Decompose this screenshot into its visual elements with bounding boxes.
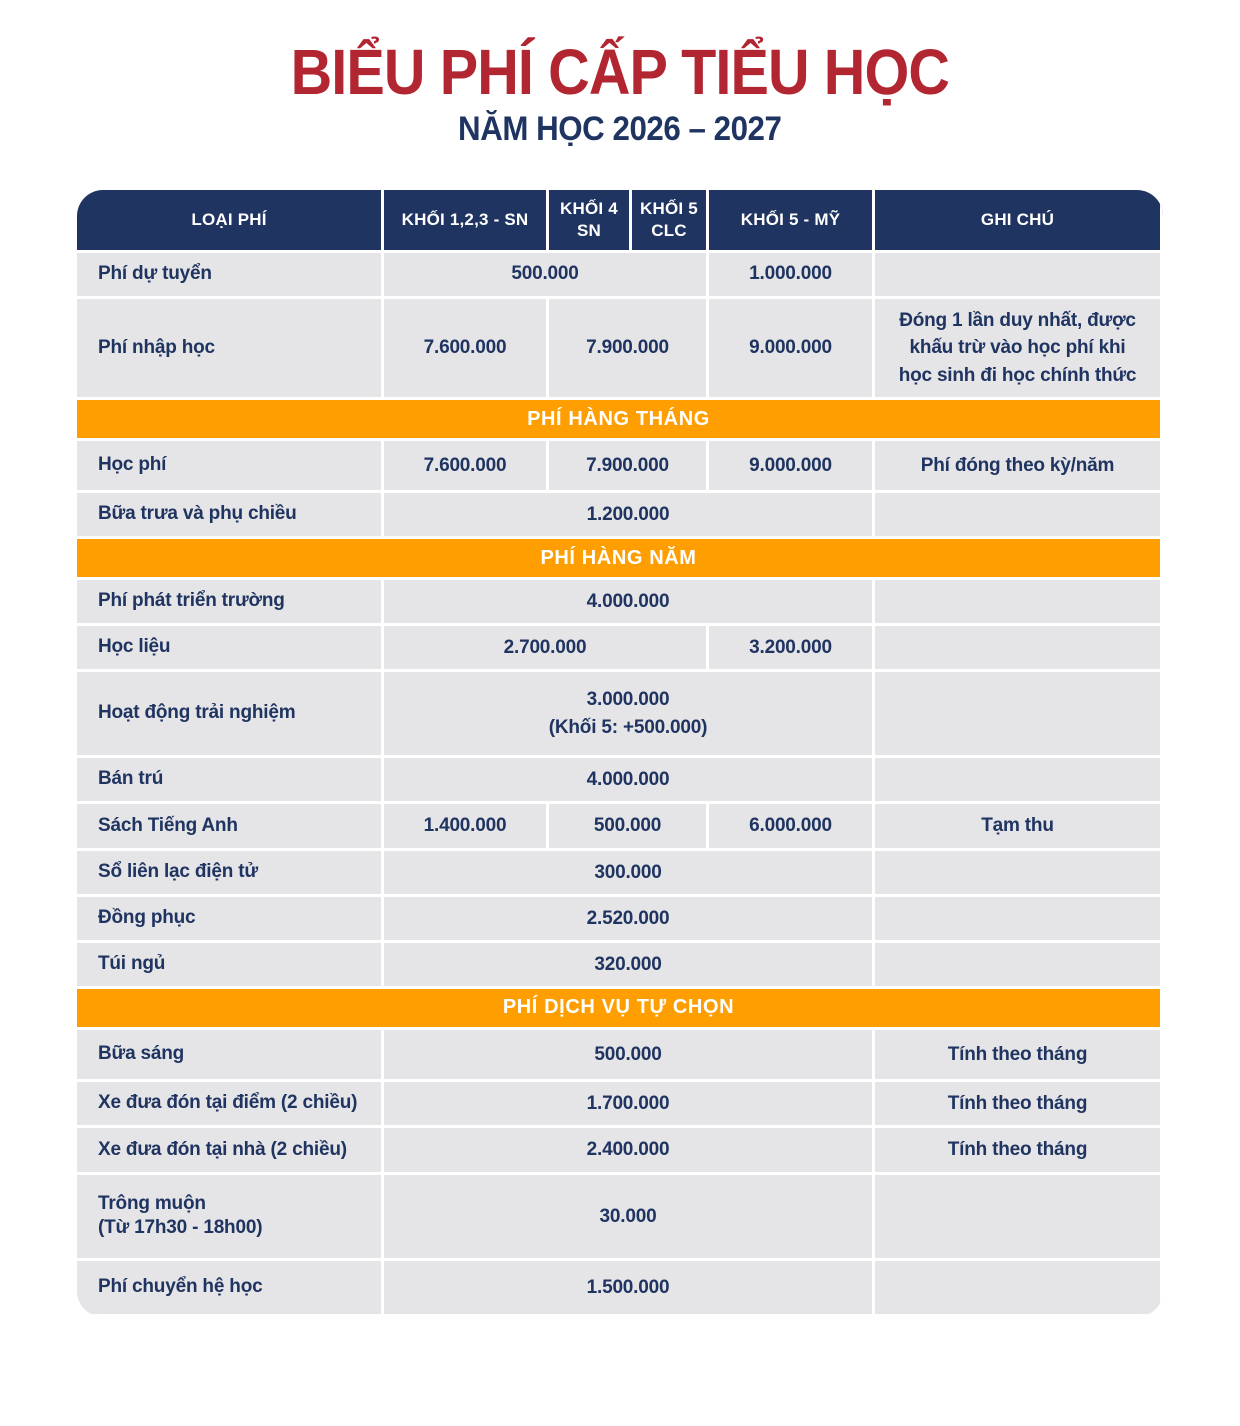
fee-label: Bữa sáng [77,1030,384,1082]
note-cell [875,672,1163,758]
fee-value: 500.000 [384,1030,875,1082]
fee-label: Xe đưa đón tại điểm (2 chiều) [77,1082,384,1129]
header-cell-khoi-123-sn: KHỐI 1,2,3 - SN [384,190,549,253]
fee-label: Phí dự tuyển [77,253,384,299]
header-row [77,190,1163,253]
fee-value: 9.000.000 [709,299,875,401]
header-cell-loai-phi: LOẠI PHÍ [77,190,384,253]
note-cell [875,758,1163,804]
fee-label: Hoạt động trải nghiệm [77,672,384,758]
fee-value: 3.200.000 [709,626,875,672]
fee-value: 4.000.000 [384,758,875,804]
section-band-label: PHÍ DỊCH VỤ TỰ CHỌN [77,989,1163,1030]
fee-value: 300.000 [384,851,875,897]
fee-label: Xe đưa đón tại nhà (2 chiều) [77,1128,384,1175]
fee-label: Phí nhập học [77,299,384,401]
note-cell: Tính theo tháng [875,1030,1163,1082]
fee-label: Đồng phục [77,897,384,943]
note-cell [875,253,1163,299]
fee-label: Trông muộn [98,1192,206,1214]
fee-value: 320.000 [384,943,875,989]
fee-row-xe-tai-diem [77,1082,1163,1129]
page-title: BIỂU PHÍ CẤP TIỂU HỌC [290,36,950,108]
fee-label-sub: (Từ 17h30 - 18h00) [98,1217,263,1239]
fee-row-hoc-lieu [77,626,1163,672]
fee-value: 7.900.000 [549,441,709,493]
note-cell [875,626,1163,672]
note-cell [875,580,1163,626]
note-cell [875,1175,1163,1261]
fee-row-hoat-dong-trai-nghiem [77,672,1163,758]
fee-row-hoc-phi [77,441,1163,493]
fee-label: Học liệu [77,626,384,672]
section-band-optional [77,989,1163,1030]
fee-value: 1.000.000 [709,253,875,299]
note-cell [875,851,1163,897]
fee-value: 3.000.000 [586,689,670,711]
fee-value: 500.000 [549,804,709,851]
fee-label: Phí phát triển trường [77,580,384,626]
fee-value: 1.700.000 [384,1082,875,1129]
fee-value: 2.400.000 [384,1128,875,1175]
section-band-label: PHÍ HÀNG NĂM [77,539,1163,580]
header-cell-ghi-chu: GHI CHÚ [875,190,1163,253]
fee-value: 7.900.000 [549,299,709,401]
fee-value: 9.000.000 [709,441,875,493]
fee-value: 7.600.000 [384,441,549,493]
fee-row-phi-du-tuyen [77,253,1163,299]
header-cell-khoi-5-my: KHỐI 5 - MỸ [709,190,875,253]
fee-label: Bán trú [77,758,384,804]
fee-value: 6.000.000 [709,804,875,851]
section-band-monthly [77,400,1163,441]
fee-value-multiline [384,672,875,758]
fee-row-phi-phat-trien [77,580,1163,626]
fee-row-ban-tru [77,758,1163,804]
fee-row-bua-sang [77,1030,1163,1082]
fee-row-trong-muon [77,1175,1163,1261]
fee-label: Túi ngủ [77,943,384,989]
note-cell [875,493,1163,539]
fee-row-sach-tieng-anh [77,804,1163,851]
fee-row-tui-ngu [77,943,1163,989]
fee-value: 2.520.000 [384,897,875,943]
fee-value: 1.200.000 [384,493,875,539]
title-block [0,36,1240,148]
fee-value: 7.600.000 [384,299,549,401]
note-cell: Phí đóng theo kỳ/năm [875,441,1163,493]
fee-label: Bữa trưa và phụ chiều [77,493,384,539]
section-band-yearly [77,539,1163,580]
fee-table-card [77,190,1163,1317]
header-cell-khoi-5-clc: KHỐI 5 CLC [632,190,709,253]
fee-row-phi-nhap-hoc [77,299,1163,401]
note-cell: Đóng 1 lần duy nhất, được khấu trừ vào học phí khi học sinh đi học chính thức [875,299,1163,401]
fee-row-dong-phuc [77,897,1163,943]
note-cell [875,897,1163,943]
fee-table [77,190,1163,1317]
note-cell: Tạm thu [875,804,1163,851]
section-band-label: PHÍ HÀNG THÁNG [77,400,1163,441]
fee-value: 1.400.000 [384,804,549,851]
fee-row-xe-tai-nha [77,1128,1163,1175]
fee-label-multiline [77,1175,384,1261]
fee-value-sub: (Khối 5: +500.000) [548,716,708,738]
fee-value: 30.000 [384,1175,875,1261]
note-cell: Tính theo tháng [875,1082,1163,1129]
fee-value: 2.700.000 [384,626,709,672]
fee-value: 1.500.000 [384,1261,875,1317]
fee-row-phi-chuyen-he [77,1261,1163,1317]
page-subtitle: NĂM HỌC 2026 – 2027 [458,110,782,148]
fee-value: 4.000.000 [384,580,875,626]
header-cell-khoi-4-sn: KHỐI 4 SN [549,190,632,253]
fee-label: Học phí [77,441,384,493]
note-cell [875,943,1163,989]
fee-label: Phí chuyển hệ học [77,1261,384,1317]
note-cell: Tính theo tháng [875,1128,1163,1175]
fee-value: 500.000 [384,253,709,299]
fee-label: Sách Tiếng Anh [77,804,384,851]
fee-row-so-lien-lac [77,851,1163,897]
fee-label: Sổ liên lạc điện tử [77,851,384,897]
fee-row-bua-trua [77,493,1163,539]
note-cell [875,1261,1163,1317]
